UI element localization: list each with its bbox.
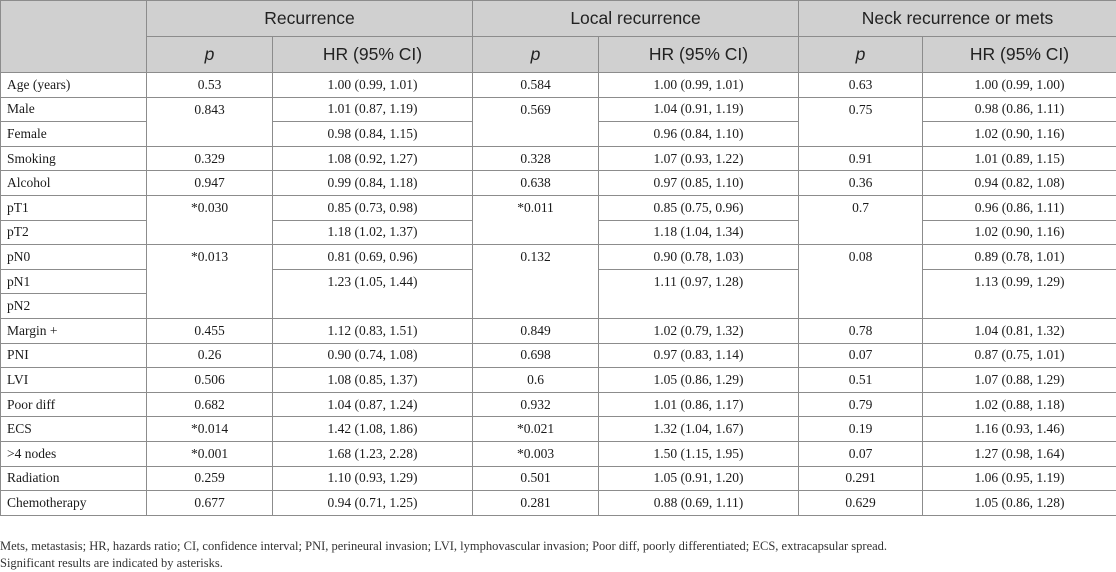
local-p-cell: 0.328 xyxy=(473,146,599,171)
local-hr-cell: 1.04 (0.91, 1.19) xyxy=(599,97,799,122)
table-row xyxy=(1,343,1116,368)
neck-p-cell: 0.36 xyxy=(799,171,923,196)
neck-p-cell: 0.91 xyxy=(799,146,923,171)
row-label: Age (years) xyxy=(1,73,147,98)
neck-hr-cell: 1.02 (0.88, 1.18) xyxy=(923,392,1116,417)
neck-hr-cell: 0.87 (0.75, 1.01) xyxy=(923,343,1116,368)
row-label: Female xyxy=(1,122,147,147)
recurrence-hr-cell: 1.23 (1.05, 1.44) xyxy=(273,269,473,318)
neck-hr-cell: 1.00 (0.99, 1.00) xyxy=(923,73,1116,98)
recurrence-hr-cell: 1.18 (1.02, 1.37) xyxy=(273,220,473,245)
local-hr-cell: 0.97 (0.83, 1.14) xyxy=(599,343,799,368)
row-label: Margin + xyxy=(1,318,147,343)
recurrence-p-cell: 0.455 xyxy=(147,318,273,343)
row-label: PNI xyxy=(1,343,147,368)
neck-p-cell: 0.19 xyxy=(799,417,923,442)
recurrence-hr-cell: 1.12 (0.83, 1.51) xyxy=(273,318,473,343)
table-row xyxy=(1,146,1116,171)
recurrence-p-cell: 0.843 xyxy=(147,97,273,146)
local-hr-cell: 0.96 (0.84, 1.10) xyxy=(599,122,799,147)
neck-p-header: p xyxy=(799,37,923,73)
neck-hr-cell: 1.16 (0.93, 1.46) xyxy=(923,417,1116,442)
table-row xyxy=(1,368,1116,393)
table-row xyxy=(1,195,1116,220)
neck-hr-cell: 1.02 (0.90, 1.16) xyxy=(923,220,1116,245)
neck-p-cell: 0.63 xyxy=(799,73,923,98)
recurrence-p-cell: 0.506 xyxy=(147,368,273,393)
local-p-cell: 0.932 xyxy=(473,392,599,417)
abbreviations-note: Mets, metastasis; HR, hazards ratio; CI, confidence interval; PNI, perineural invasion; LVI, lymphovascular invasion; Poor diff, poorly differentiated; ECS, extracapsular spread. xyxy=(0,539,888,553)
local-p-cell: 0.6 xyxy=(473,368,599,393)
local-recurrence-header: Local recurrence xyxy=(473,1,799,37)
neck-hr-header: HR (95% CI) xyxy=(923,37,1116,73)
table-row xyxy=(1,417,1116,442)
neck-hr-cell: 0.98 (0.86, 1.11) xyxy=(923,97,1116,122)
local-hr-cell: 1.32 (1.04, 1.67) xyxy=(599,417,799,442)
local-p-cell: *0.011 xyxy=(473,195,599,244)
local-hr-cell: 1.05 (0.86, 1.29) xyxy=(599,368,799,393)
local-p-cell: *0.021 xyxy=(473,417,599,442)
table-row xyxy=(1,318,1116,343)
local-p-cell: 0.281 xyxy=(473,491,599,516)
neck-p-cell: 0.75 xyxy=(799,97,923,146)
table-row xyxy=(1,491,1116,516)
local-hr-cell: 1.02 (0.79, 1.32) xyxy=(599,318,799,343)
recurrence-hr-cell: 0.99 (0.84, 1.18) xyxy=(273,171,473,196)
table-footnote xyxy=(0,538,1116,572)
neck-p-cell: 0.291 xyxy=(799,466,923,491)
recurrence-hr-cell: 1.04 (0.87, 1.24) xyxy=(273,392,473,417)
recurrence-p-cell: *0.001 xyxy=(147,441,273,466)
neck-p-cell: 0.7 xyxy=(799,195,923,244)
row-label: pN2 xyxy=(1,294,147,319)
recurrence-hr-cell: 0.90 (0.74, 1.08) xyxy=(273,343,473,368)
local-p-cell: 0.698 xyxy=(473,343,599,368)
row-label: Radiation xyxy=(1,466,147,491)
recurrence-p-header: p xyxy=(147,37,273,73)
significance-note: Significant results are indicated by asterisks. xyxy=(0,556,223,570)
local-p-cell: 0.501 xyxy=(473,466,599,491)
local-hr-cell: 1.18 (1.04, 1.34) xyxy=(599,220,799,245)
recurrence-hr-header: HR (95% CI) xyxy=(273,37,473,73)
local-p-cell: 0.569 xyxy=(473,97,599,146)
row-label: pT1 xyxy=(1,195,147,220)
row-label: Smoking xyxy=(1,146,147,171)
local-hr-cell: 1.11 (0.97, 1.28) xyxy=(599,269,799,318)
table-row xyxy=(1,171,1116,196)
neck-hr-cell: 0.89 (0.78, 1.01) xyxy=(923,245,1116,270)
local-p-cell: 0.638 xyxy=(473,171,599,196)
local-hr-cell: 1.01 (0.86, 1.17) xyxy=(599,392,799,417)
recurrence-hr-cell: 1.08 (0.92, 1.27) xyxy=(273,146,473,171)
recurrence-p-cell: 0.329 xyxy=(147,146,273,171)
recurrence-hr-cell: 0.81 (0.69, 0.96) xyxy=(273,245,473,270)
local-p-header: p xyxy=(473,37,599,73)
row-label: Chemotherapy xyxy=(1,491,147,516)
table-row xyxy=(1,441,1116,466)
row-label: Poor diff xyxy=(1,392,147,417)
header-group-row xyxy=(1,1,1116,37)
local-p-cell: 0.849 xyxy=(473,318,599,343)
recurrence-p-cell: 0.26 xyxy=(147,343,273,368)
row-label: Male xyxy=(1,97,147,122)
neck-hr-cell: 0.96 (0.86, 1.11) xyxy=(923,195,1116,220)
recurrence-p-cell: 0.259 xyxy=(147,466,273,491)
recurrence-header: Recurrence xyxy=(147,1,473,37)
local-p-cell: *0.003 xyxy=(473,441,599,466)
recurrence-p-cell: *0.014 xyxy=(147,417,273,442)
neck-p-cell: 0.51 xyxy=(799,368,923,393)
local-hr-cell: 1.05 (0.91, 1.20) xyxy=(599,466,799,491)
neck-recurrence-header: Neck recurrence or mets xyxy=(799,1,1116,37)
recurrence-hr-cell: 0.94 (0.71, 1.25) xyxy=(273,491,473,516)
row-label: ECS xyxy=(1,417,147,442)
neck-hr-cell: 1.06 (0.95, 1.19) xyxy=(923,466,1116,491)
local-hr-cell: 1.50 (1.15, 1.95) xyxy=(599,441,799,466)
neck-p-cell: 0.07 xyxy=(799,441,923,466)
neck-p-cell: 0.07 xyxy=(799,343,923,368)
recurrence-hr-cell: 0.98 (0.84, 1.15) xyxy=(273,122,473,147)
recurrence-hr-cell: 1.08 (0.85, 1.37) xyxy=(273,368,473,393)
neck-p-cell: 0.79 xyxy=(799,392,923,417)
recurrence-hr-cell: 0.85 (0.73, 0.98) xyxy=(273,195,473,220)
local-p-cell: 0.132 xyxy=(473,245,599,319)
local-hr-cell: 0.85 (0.75, 0.96) xyxy=(599,195,799,220)
neck-p-cell: 0.08 xyxy=(799,245,923,319)
row-label: >4 nodes xyxy=(1,441,147,466)
row-label: LVI xyxy=(1,368,147,393)
row-label: pN0 xyxy=(1,245,147,270)
recurrence-p-cell: 0.947 xyxy=(147,171,273,196)
neck-hr-cell: 1.07 (0.88, 1.29) xyxy=(923,368,1116,393)
neck-hr-cell: 1.04 (0.81, 1.32) xyxy=(923,318,1116,343)
recurrence-p-cell: *0.013 xyxy=(147,245,273,319)
row-label: pT2 xyxy=(1,220,147,245)
recurrence-p-cell: *0.030 xyxy=(147,195,273,244)
neck-hr-cell: 1.02 (0.90, 1.16) xyxy=(923,122,1116,147)
local-hr-cell: 0.97 (0.85, 1.10) xyxy=(599,171,799,196)
recurrence-hr-cell: 1.01 (0.87, 1.19) xyxy=(273,97,473,122)
recurrence-p-cell: 0.677 xyxy=(147,491,273,516)
neck-hr-cell: 1.05 (0.86, 1.28) xyxy=(923,491,1116,516)
table-row xyxy=(1,245,1116,270)
corner-header-cell xyxy=(1,1,147,73)
recurrence-hr-cell: 1.10 (0.93, 1.29) xyxy=(273,466,473,491)
neck-hr-cell: 0.94 (0.82, 1.08) xyxy=(923,171,1116,196)
row-label: pN1 xyxy=(1,269,147,294)
local-hr-cell: 1.07 (0.93, 1.22) xyxy=(599,146,799,171)
neck-hr-cell: 1.13 (0.99, 1.29) xyxy=(923,269,1116,318)
neck-hr-cell: 1.27 (0.98, 1.64) xyxy=(923,441,1116,466)
row-label: Alcohol xyxy=(1,171,147,196)
recurrence-hr-cell: 1.42 (1.08, 1.86) xyxy=(273,417,473,442)
local-hr-header: HR (95% CI) xyxy=(599,37,799,73)
neck-p-cell: 0.78 xyxy=(799,318,923,343)
recurrence-hr-cell: 1.68 (1.23, 2.28) xyxy=(273,441,473,466)
neck-p-cell: 0.629 xyxy=(799,491,923,516)
neck-hr-cell: 1.01 (0.89, 1.15) xyxy=(923,146,1116,171)
table-row xyxy=(1,392,1116,417)
table-row xyxy=(1,73,1116,98)
table-row xyxy=(1,466,1116,491)
header-sub-row xyxy=(1,37,1116,73)
recurrence-p-cell: 0.682 xyxy=(147,392,273,417)
local-p-cell: 0.584 xyxy=(473,73,599,98)
local-hr-cell: 1.00 (0.99, 1.01) xyxy=(599,73,799,98)
local-hr-cell: 0.88 (0.69, 1.11) xyxy=(599,491,799,516)
recurrence-p-cell: 0.53 xyxy=(147,73,273,98)
recurrence-hr-cell: 1.00 (0.99, 1.01) xyxy=(273,73,473,98)
local-hr-cell: 0.90 (0.78, 1.03) xyxy=(599,245,799,270)
table-row xyxy=(1,97,1116,122)
